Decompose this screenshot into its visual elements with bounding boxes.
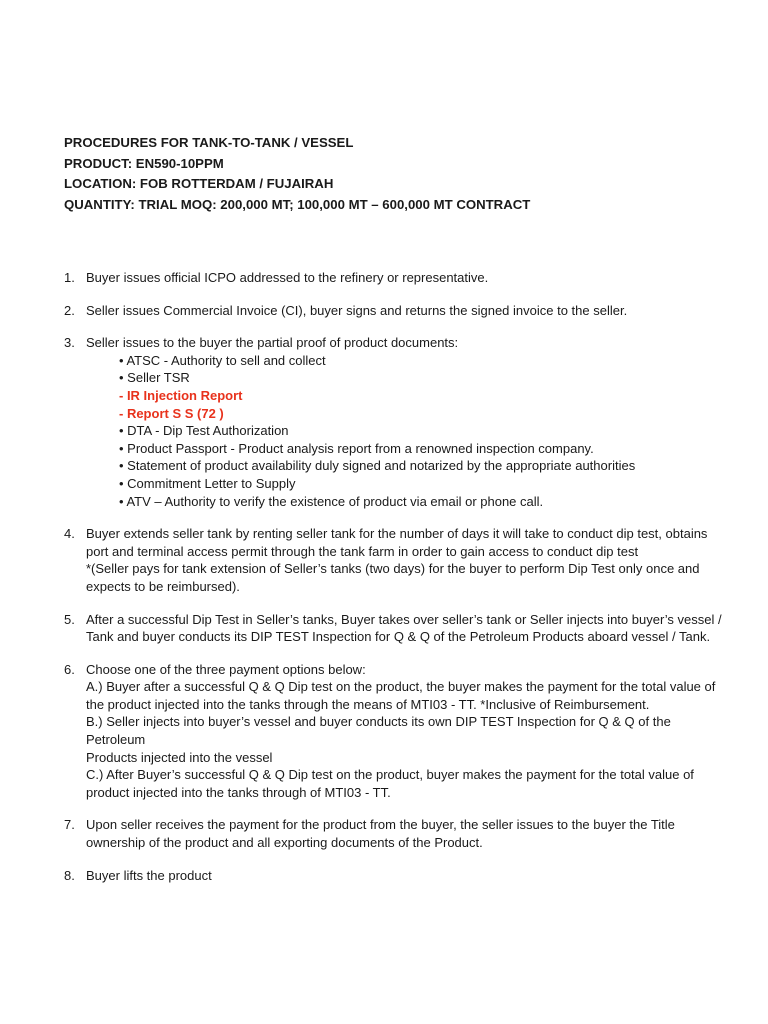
step-text-line: *(Seller pays for tank extension of Seller’s tanks (two days) for the buyer to perform Dip Test only once and [86,561,700,577]
step-text-line: Choose one of the three payment options below: [86,661,366,677]
payment-option-a-cont: the product injected into the tanks through the means of MTI03 - TT. *Inclusive of Reimbursement. [86,696,650,712]
step-text-line: Tank and buyer conducts its DIP TEST Inspection for Q & Q of the Petroleum Products aboard vessel / Tank. [86,629,711,645]
step-number: 1. [64,270,75,285]
payment-option-a: A.) Buyer after a successful Q & Q Dip test on the product, the buyer makes the payment for the total value of [86,679,716,695]
list-item-highlighted: - IR Injection Report [119,387,243,403]
step-text: Seller issues to the buyer the partial proof of product documents: [86,335,459,351]
document-header [64,133,530,215]
step-number: 2. [64,302,75,318]
step-5 [64,611,724,646]
step-7 [64,816,724,851]
step-number: 8. [64,867,75,883]
step-8 [64,867,724,885]
step-1 [64,269,724,287]
step-text-line: port and terminal access permit through the tank farm in order to gain access to conduct dip test [86,543,639,559]
step-2 [64,302,724,320]
header-location: LOCATION: FOB ROTTERDAM / FUJAIRAH [64,176,334,191]
step-number: 6. [64,661,75,677]
header-title: PROCEDURES FOR TANK-TO-TANK / VESSEL [64,135,354,150]
step-6 [64,661,724,802]
step-text-line: Buyer extends seller tank by renting seller tank for the number of days it will take to conduct dip test, obtains [86,526,708,542]
list-item: • ATSC - Authority to sell and collect [119,352,326,368]
list-item: • DTA - Dip Test Authorization [119,423,289,439]
payment-option-b-cont: Products injected into the vessel [86,749,273,765]
step-text: Seller issues Commercial Invoice (CI), buyer signs and returns the signed invoice to the seller. [86,302,628,318]
payment-option-c-cont: product injected into the tanks through of MTI03 - TT. [86,784,391,800]
step-text-line: expects to be reimbursed). [86,578,240,594]
document-list [119,352,724,510]
step-text-line: ownership of the product and all exporting documents of the Product. [86,835,483,851]
step-text: Buyer issues official ICPO addressed to the refinery or representative. [86,270,489,285]
payment-option-c: C.) After Buyer’s successful Q & Q Dip test on the product, buyer makes the payment for the total value of [86,767,694,783]
step-4 [64,525,724,595]
header-quantity: QUANTITY: TRIAL MOQ: 200,000 MT; 100,000 MT – 600,000 MT CONTRACT [64,196,531,212]
header-product: PRODUCT: EN590-10PPM [64,155,224,171]
list-item: • ATV – Authority to verify the existence of product via email or phone call. [119,493,544,509]
step-text-line: After a successful Dip Test in Seller’s tanks, Buyer takes over seller’s tank or Seller injects into buyer’s vessel / [86,611,722,627]
step-text-line: Upon seller receives the payment for the product from the buyer, the seller issues to the buyer the Title [86,817,675,833]
list-item: • Statement of product availability duly signed and notarized by the appropriate authorities [119,458,636,474]
step-number: 4. [64,526,75,542]
step-number: 3. [64,335,75,351]
list-item: • Seller TSR [119,370,190,386]
step-number: 7. [64,817,75,833]
list-item: • Commitment Letter to Supply [119,475,296,491]
step-3 [64,334,724,510]
list-item: • Product Passport - Product analysis report from a renowned inspection company. [119,440,594,456]
list-item-highlighted: - Report S S (72 ) [119,405,224,421]
payment-option-b: B.) Seller injects into buyer’s vessel and buyer conducts its own DIP TEST Inspection for Q & Q of the Petroleum [86,714,671,748]
step-text: Buyer lifts the product [86,867,212,883]
step-number: 5. [64,611,75,627]
procedure-steps [64,269,724,899]
